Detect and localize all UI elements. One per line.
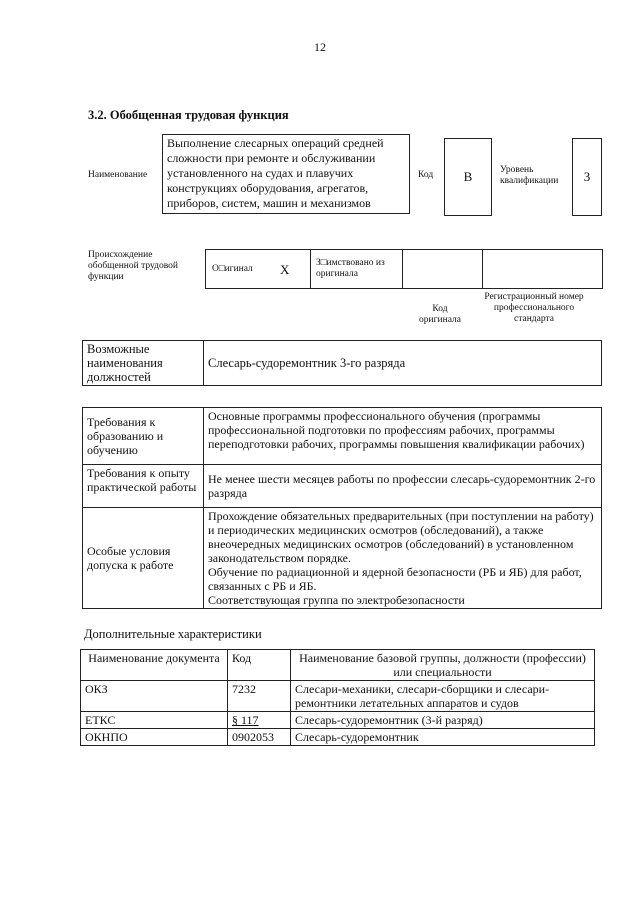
education-value: Основные программы профессионального обучения (программы профессиональной подготовки по профессиям рабочих, программы переподготовки рабочих, программы повышения квалификации рабочих) — [204, 408, 602, 465]
group-cell: Слесари-механики, слесари-сборщики и слесари-ремонтники летательных аппаратов и судов — [291, 681, 595, 712]
doc-cell: ЕТКС — [81, 712, 228, 729]
table-row — [81, 729, 595, 746]
positions-label: Возможные наименования должностей — [83, 341, 204, 386]
origin-table — [205, 249, 603, 289]
name-label: Наименование — [88, 170, 148, 180]
positions-value: Слесарь-судоремонтник 3-го разряда — [204, 341, 602, 386]
table-row — [81, 712, 595, 729]
level-label: Уровень квалификации — [500, 165, 559, 186]
reg-number-label: Регистрационный номер профессионального стандарта — [484, 292, 584, 324]
col-header-code: Код — [228, 650, 291, 681]
code-original-label: Код оригинала — [419, 304, 461, 325]
level-value-box: 3 — [572, 138, 602, 216]
requirement-row — [83, 465, 602, 508]
education-label: Требования к образованию и обучению — [83, 408, 204, 465]
col-header-group: Наименование базовой группы, должности (профессии) или специальности — [291, 650, 595, 681]
condition-line: Обучение по радиационной и ядерной безопасности (РБ и ЯБ) для работ, связанных с РБ и ЯБ. — [208, 565, 582, 593]
origin-label: Происхождение обобщенной трудовой функции — [88, 250, 178, 282]
group-cell: Слесарь-судоремонтник — [291, 729, 595, 746]
col-header-document: Наименование документа — [81, 650, 228, 681]
requirement-row — [83, 408, 602, 465]
group-cell: Слесарь-судоремонтник (3-й разряд) — [291, 712, 595, 729]
page-number: 12 — [314, 40, 326, 54]
experience-value: Не менее шести месяцев работы по профессии слесарь-судоремонтник 2-го разряда — [204, 465, 602, 508]
special-conditions-label: Особые условия допуска к работе — [83, 508, 204, 609]
special-conditions-value — [204, 508, 602, 609]
experience-label: Требования к опыту практической работы — [83, 465, 204, 508]
positions-table — [82, 340, 602, 386]
additional-table — [80, 649, 595, 746]
table-row — [81, 681, 595, 712]
condition-line: Соответствующая группа по электробезопасности — [208, 593, 465, 607]
original-mark: X — [280, 262, 290, 277]
additional-title: Дополнительные характеристики — [84, 627, 262, 641]
doc-cell: ОКЗ — [81, 681, 228, 712]
code-cell: 7232 — [228, 681, 291, 712]
borrowed-label: З□имствовано из оригинала — [316, 258, 385, 279]
condition-line: Прохождение обязательных предварительных (при поступлении на работу) и периодических медицинских осмотров (обследований), а также внеочередных медицинских осмотров (обследований) в установленном законодательством порядке. — [208, 509, 594, 565]
original-label: О□игинал — [212, 264, 253, 274]
function-name-box: Выполнение слесарных операций средней сложности при ремонте и обслуживании установленного на судах и плавучих конструкциях оборудования, агрегатов, приборов, систем, машин и механизмов — [162, 134, 410, 214]
table-header-row — [81, 650, 595, 681]
code-value-box: В — [444, 138, 492, 216]
doc-cell: ОКНПО — [81, 729, 228, 746]
code-cell: § 117 — [228, 712, 291, 729]
requirement-row — [83, 508, 602, 609]
code-label: Код — [418, 170, 434, 180]
section-title: 3.2. Обобщенная трудовая функция — [88, 108, 289, 122]
requirements-table — [82, 407, 602, 609]
code-cell: 0902053 — [228, 729, 291, 746]
